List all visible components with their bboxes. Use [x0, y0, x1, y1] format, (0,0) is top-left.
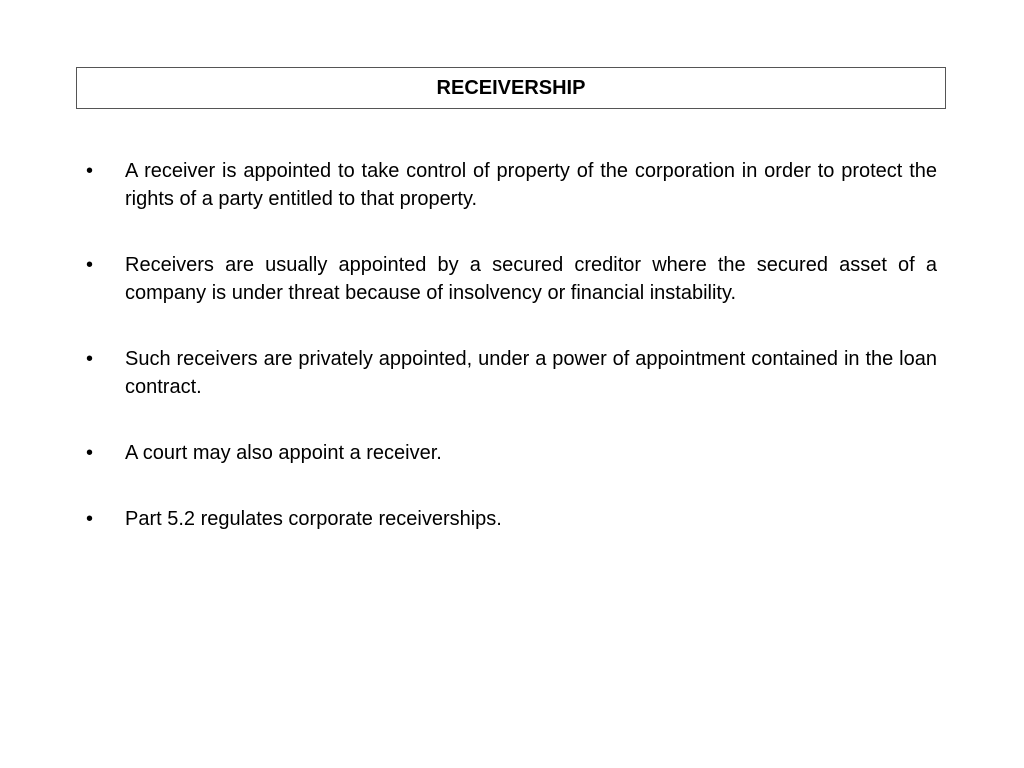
bullet-item	[86, 345, 937, 401]
bullet-dot-icon: •	[86, 508, 94, 530]
slide-title: RECEIVERSHIP	[436, 76, 586, 99]
slide-title-box	[76, 67, 946, 109]
bullet-text: Part 5.2 regulates corporate receiverships.	[125, 508, 502, 530]
bullet-dot-icon: •	[86, 348, 94, 370]
bullet-text: Such receivers are privately appointed, under a power of appointment contained in the loan contract.	[125, 348, 937, 398]
bullet-dot-icon: •	[86, 160, 94, 182]
bullet-item	[86, 505, 937, 533]
bullet-item	[86, 251, 937, 307]
bullet-item	[86, 439, 937, 467]
bullet-text: A court may also appoint a receiver.	[125, 442, 442, 464]
bullet-text: Receivers are usually appointed by a secured creditor where the secured asset of a company is under threat because of insolvency or financial instability.	[125, 254, 937, 304]
bullet-item	[86, 157, 937, 213]
bullet-text: A receiver is appointed to take control of property of the corporation in order to protect the rights of a party entitled to that property.	[125, 160, 937, 210]
bullet-dot-icon: •	[86, 442, 94, 464]
bullet-dot-icon: •	[86, 254, 94, 276]
bullet-list	[86, 157, 937, 571]
